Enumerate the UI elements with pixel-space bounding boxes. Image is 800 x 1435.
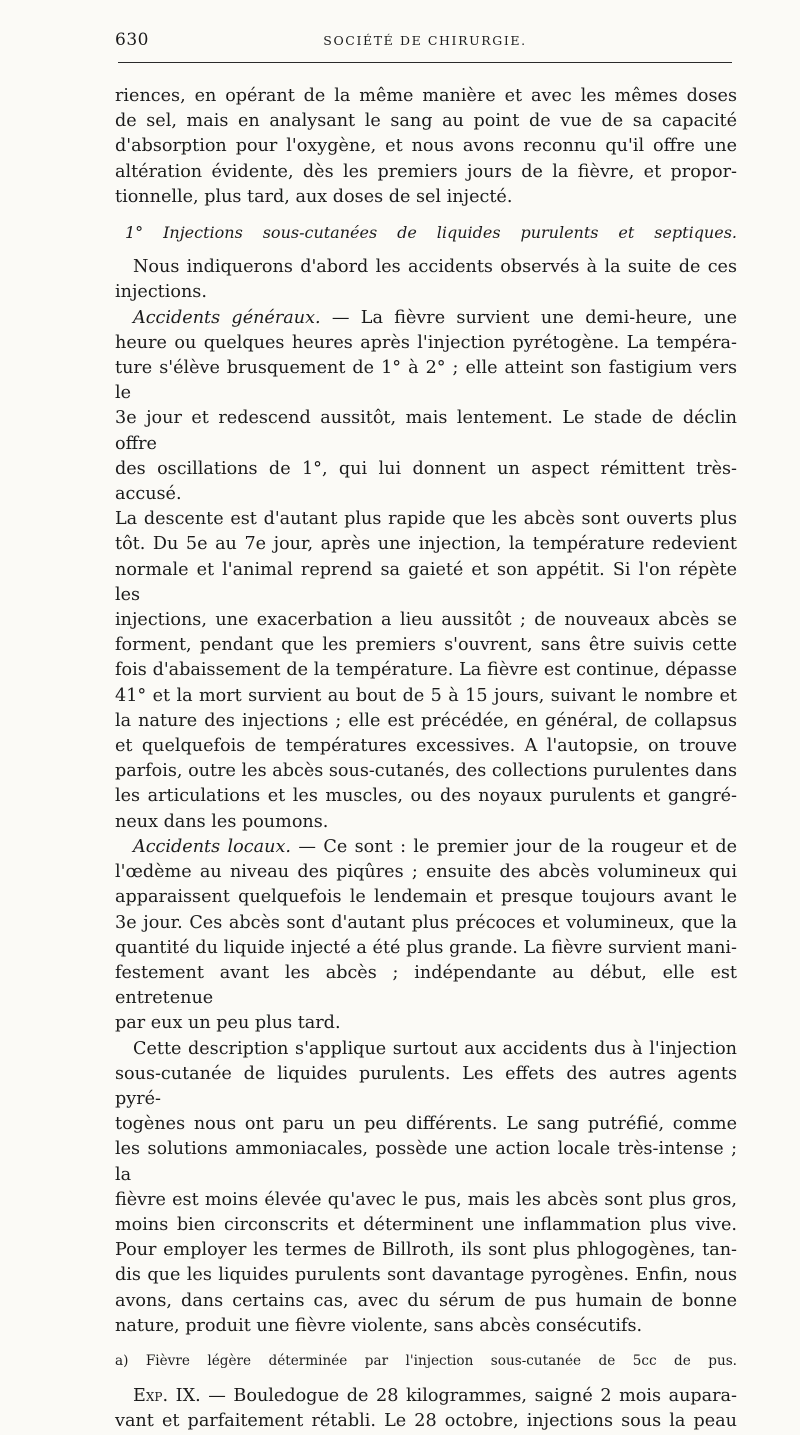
- text-line: par eux un peu plus tard.: [115, 1013, 341, 1034]
- text-line: les articulations et les muscles, ou des noyaux purulents et gangré-: [115, 786, 737, 807]
- text-line: fièvre est moins élevée qu'avec le pus, mais les abcès sont plus gros,: [115, 1189, 737, 1210]
- text-line: des oscillations de 1°, qui lui donnent un aspect rémittent très-accusé.: [115, 458, 737, 505]
- text-line: normale et l'animal reprend sa gaieté et son appétit. Si l'on répète les: [115, 559, 737, 605]
- text-run: — Bouledogue de 28 kilogrammes, saigné 2 mois aupara-: [200, 1386, 737, 1407]
- text-line: dis que les liquides purulents sont davantage pyrogènes. Enfin, nous: [115, 1265, 737, 1286]
- body-text: [115, 84, 737, 1435]
- text-line: 3e jour. Ces abcès sont d'autant plus précoces et volumineux, que la: [115, 912, 737, 933]
- text-line: riences, en opérant de la même manière et avec les mêmes doses: [115, 86, 737, 106]
- text-line: ture s'élève brusquement de 1° à 2° ; elle atteint son fastigium vers le: [115, 358, 737, 404]
- text-line: parfois, outre les abcès sous-cutanés, des collections purulentes dans: [115, 761, 737, 782]
- text-line: nature, produit une fièvre violente, sans abcès consécutifs.: [115, 1315, 643, 1336]
- text-line: de sel, mais en analysant le sang au point de vue de sa capacité: [115, 111, 737, 132]
- text-line: [115, 1384, 737, 1409]
- spacer: [115, 1339, 737, 1349]
- header-rule: [118, 62, 732, 63]
- text-line: tionnelle, plus tard, aux doses de sel injecté.: [115, 186, 513, 207]
- spacer: [115, 1374, 737, 1384]
- text-line: quantité du liquide injecté a été plus grande. La fièvre survient mani-: [115, 937, 737, 958]
- text-line: togènes nous ont paru un peu différents. Le sang putréfié, comme: [115, 1114, 737, 1135]
- text-line: neux dans les poumons.: [115, 811, 329, 832]
- page-header: [115, 30, 735, 52]
- text-line: avons, dans certains cas, avec du sérum de pus humain de bonne: [115, 1290, 737, 1311]
- spacer: [115, 245, 737, 255]
- text-line: injections.: [115, 282, 207, 303]
- section-heading: 1° Injections sous-cutanées de liquides purulents et septiques.: [125, 223, 737, 243]
- spacer: [115, 210, 737, 220]
- text-line: festement avant les abcès ; indépendante au début, elle est entretenue: [115, 962, 737, 1009]
- text-line: sous-cutanée de liquides purulents. Les effets des autres agents pyré-: [115, 1063, 737, 1109]
- text-line: [115, 835, 737, 860]
- text-line: et quelquefois de températures excessives. A l'autopsie, on trouve: [115, 736, 737, 757]
- running-title: SOCIÉTÉ DE CHIRURGIE.: [323, 33, 527, 48]
- text-line: d'absorption pour l'oxygène, et nous avons reconnu qu'il offre une: [115, 136, 737, 157]
- text-line: forment, pendant que les premiers s'ouvrent, sans être suivis cette: [115, 635, 737, 656]
- text-line: injections, une exacerbation a lieu aussitôt ; de nouveaux abcès se: [115, 610, 737, 631]
- paragraph-lead: Accidents locaux.: [133, 836, 291, 857]
- text-line: tôt. Du 5e au 7e jour, après une injection, la température redevient: [115, 534, 737, 555]
- text-line: [115, 306, 737, 331]
- text-line: vant et parfaitement rétabli. Le 28 octobre, injections sous la peau: [115, 1411, 737, 1432]
- text-line: Cette description s'applique surtout aux accidents dus à l'injection: [133, 1038, 737, 1059]
- text-run: — La fièvre survient une demi-heure, une: [320, 307, 737, 328]
- text-line: apparaissent quelquefois le lendemain et presque toujours avant le: [115, 887, 737, 908]
- text-line: La descente est d'autant plus rapide que les abcès sont ouverts plus: [115, 509, 737, 530]
- text-line: Pour employer les termes de Billroth, ils sont plus phlogogènes, tan-: [115, 1240, 737, 1261]
- text-line: 3e jour et redescend aussitôt, mais lentement. Le stade de déclin offre: [115, 408, 737, 454]
- text-line: heure ou quelques heures après l'injection pyrétogène. La tempéra-: [115, 332, 737, 353]
- paragraph-lead: Accidents généraux.: [133, 307, 321, 328]
- text-line: altération évidente, dès les premiers jours de la fièvre, et propor-: [115, 161, 737, 182]
- text-run: — Ce sont : le premier jour de la rougeur et de: [290, 836, 737, 857]
- page-number: 630: [115, 30, 149, 50]
- text-line: la nature des injections ; elle est précédée, en général, de collapsus: [115, 710, 737, 731]
- text-line: les solutions ammoniacales, possède une action locale très-intense ; la: [115, 1139, 737, 1185]
- text-line: fois d'abaissement de la température. La fièvre est continue, dépasse: [115, 660, 737, 681]
- subheading: a) Fièvre légère déterminée par l'injection sous-cutanée de 5cc de pus.: [115, 1352, 737, 1369]
- paragraph-lead: Exp. IX.: [133, 1386, 201, 1407]
- text-line: Nous indiquerons d'abord les accidents observés à la suite de ces: [133, 257, 737, 278]
- text-line: l'œdème au niveau des piqûres ; ensuite des abcès volumineux qui: [115, 862, 737, 883]
- text-line: 41° et la mort survient au bout de 5 à 15 jours, suivant le nombre et: [115, 685, 737, 706]
- text-line: moins bien circonscrits et déterminent une inflammation plus vive.: [115, 1214, 737, 1235]
